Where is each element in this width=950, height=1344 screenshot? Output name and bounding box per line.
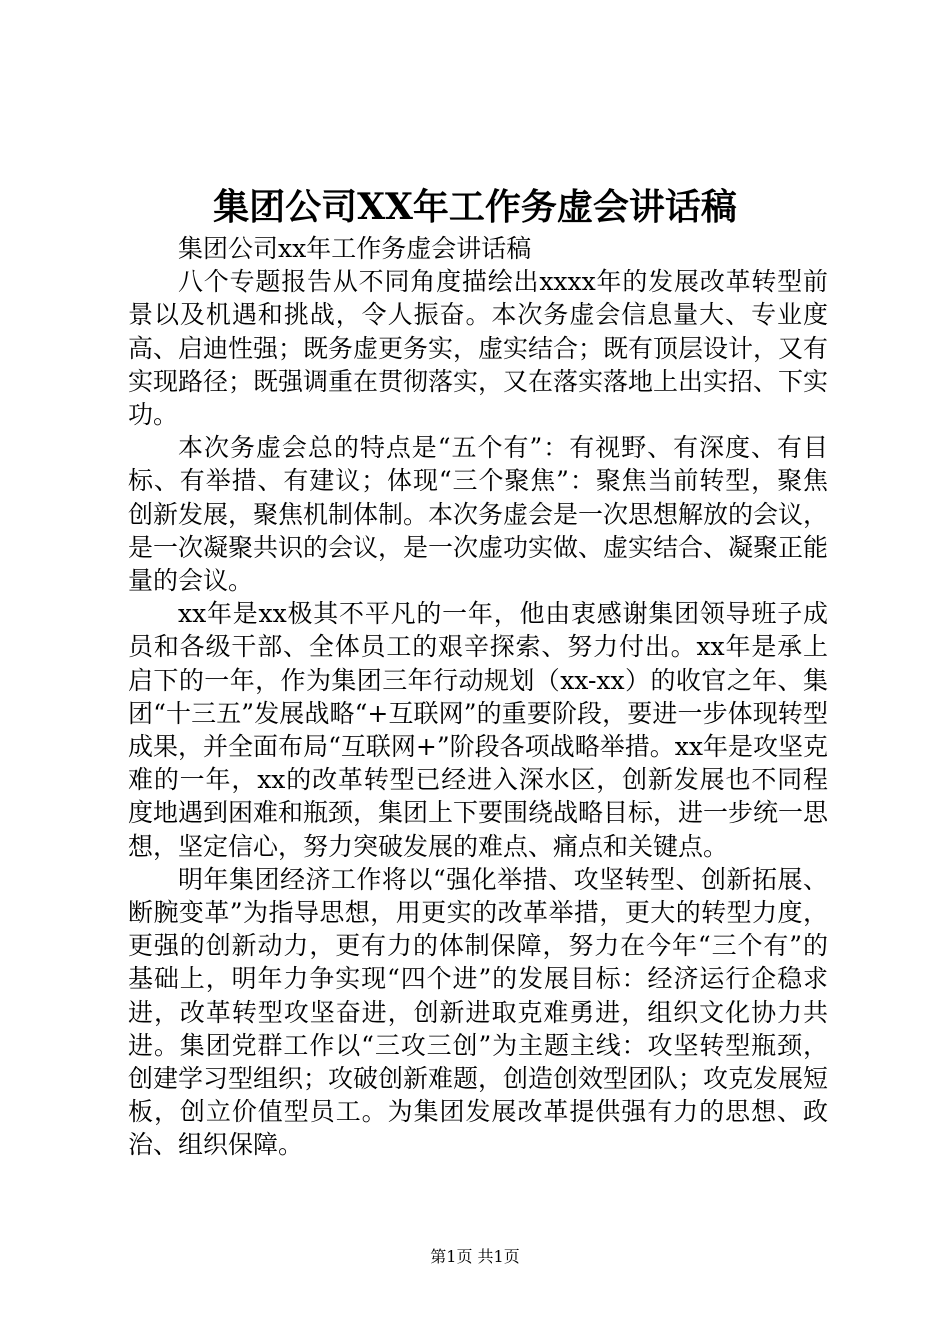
paragraph-2: 本次务虚会总的特点是“五个有”：有视野、有深度、有目标、有举措、有建议；体现“三个聚焦”：聚焦当前转型，聚焦创新发展，聚焦机制体制。本次务虚会是一次思想解放的会议，是一次凝聚共识的会议，是一次虚功实做、虚实结合、凝聚正能量的会议。 [128,433,829,596]
document-body [128,232,828,1162]
document-title: 集团公司XX年工作务虚会讲话稿 [213,186,737,228]
page-footer: 第1页 共1页 [430,1247,520,1266]
paragraph-subtitle: 集团公司xx年工作务虚会讲话稿 [178,234,532,263]
paragraph-4: 明年集团经济工作将以“强化举措、攻坚转型、创新拓展、断腕变革”为指导思想，用更实的改革举措，更大的转型力度，更强的创新动力，更有力的体制保障，努力在今年“三个有”的基础上，明年力争实现“四个进”的发展目标：经济运行企稳求进，改革转型攻坚奋进，创新进取克难勇进，组织文化协力共进。集团党群工作以“三攻三创”为主题主线：攻坚转型瓶颈，创建学习型组织；攻破创新难题，创造创效型团队；攻克发展短板，创立价值型员工。为集团发展改革提供强有力的思想、政治、组织保障。 [128,864,829,1160]
paragraph-1: 八个专题报告从不同角度描绘出xxxx年的发展改革转型前景以及机遇和挑战，令人振奋。本次务虚会信息量大、专业度高、启迪性强；既务虚更务实，虚实结合；既有顶层设计，又有实现路径；既强调重在贯彻落实，又在落实落地上出实招、下实功。 [128,267,829,430]
paragraph-3: xx年是xx极其不平凡的一年，他由衷感谢集团领导班子成员和各级干部、全体员工的艰辛探索、努力付出。xx年是承上启下的一年，作为集团三年行动规划（xx-xx）的收官之年、集团“十三五”发展战略“+互联网”的重要阶段，要进一步体现转型成果，并全面布局“互联网+”阶段各项战略举措。xx年是攻坚克难的一年，xx的改革转型已经进入深水区，创新发展也不同程度地遇到困难和瓶颈，集团上下要围绕战略目标，进一步统一思想，坚定信心，努力突破发展的难点、痛点和关键点。 [128,599,829,861]
